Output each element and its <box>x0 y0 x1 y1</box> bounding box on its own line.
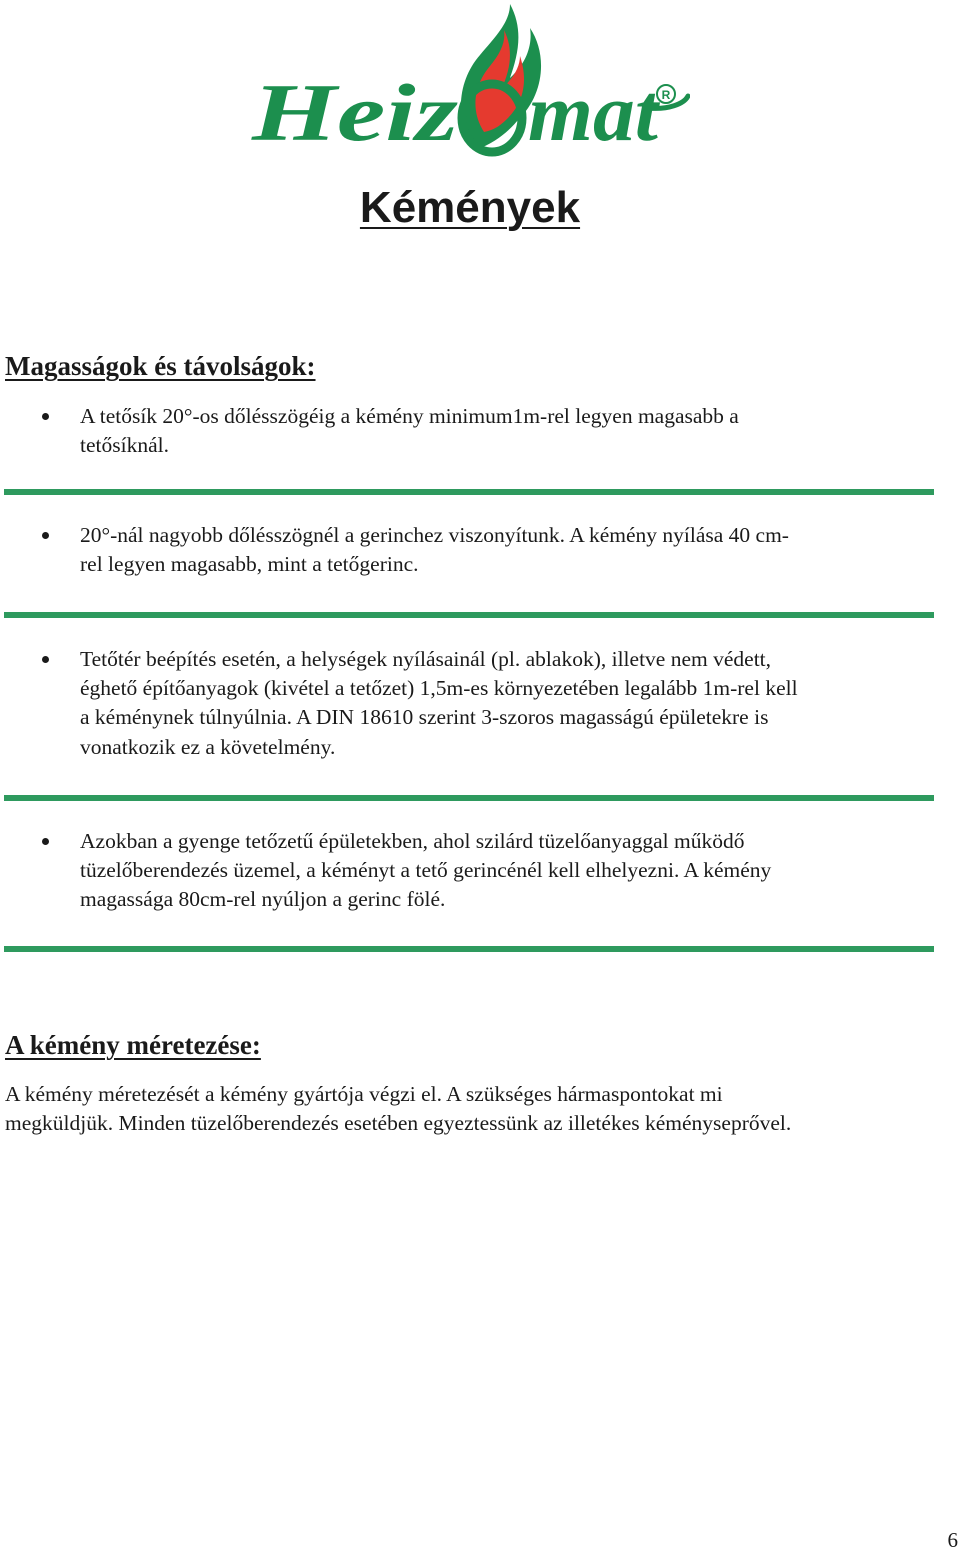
list-item-text: 20°-nál nagyobb dőlésszögnél a gerinchez viszonyítunk. A kémény nyílása 40 cm- rel legyen magasabb, mint a tetőgerinc. <box>80 523 789 577</box>
section-heading-sizing: A kémény méretezése: <box>5 1030 261 1060</box>
bullet-icon <box>42 656 49 663</box>
bullet-icon <box>42 838 49 845</box>
bullet-icon <box>42 413 49 420</box>
page-title <box>0 180 940 236</box>
list-item-text: Tetőtér beépítés esetén, a helységek nyílásainál (pl. ablakok), illetve nem védett, éghető építőanyagok (kivétel a tetőzet) 1,5m-es környezetében legalább 1m-rel kell a kéménynek túlnyúlnia. A DIN 18610 szerint 3-szoros magasságú épületekre is vonatkozik ez a követelmény. <box>80 647 798 759</box>
registered-mark: R <box>661 88 671 102</box>
list-item-text: A tetősík 20°-os dőlésszögéig a kémény minimum1m-rel legyen magasabb a tetősíknál. <box>80 404 739 458</box>
divider <box>4 946 934 952</box>
logo-word-mat: mat <box>528 67 661 158</box>
divider <box>4 612 934 618</box>
divider <box>4 795 934 801</box>
heizomat-logo <box>248 0 690 170</box>
page-number: 6 <box>947 1528 958 1552</box>
logo-word-heiz: Heiz <box>250 67 459 158</box>
bullet-icon <box>42 532 49 539</box>
page-title-text: Kémények <box>359 183 581 232</box>
section-heading-heights: Magasságok és távolságok: <box>5 351 316 381</box>
list-item-text: Azokban a gyenge tetőzetű épületekben, ahol szilárd tüzelőanyaggal működő tüzelőberendezés üzemel, a kéményt a tető gerincénél kell elhelyezni. A kémény magassága 80cm-rel nyúljon a gerinc fölé. <box>80 829 772 912</box>
sizing-paragraph: A kémény méretezését a kémény gyártója végzi el. A szükséges hármaspontokat mi megküldjük. Minden tüzelőberendezés esetében egyeztessünk az illetékes kéményseprővel. <box>5 1082 792 1135</box>
divider <box>4 489 934 495</box>
